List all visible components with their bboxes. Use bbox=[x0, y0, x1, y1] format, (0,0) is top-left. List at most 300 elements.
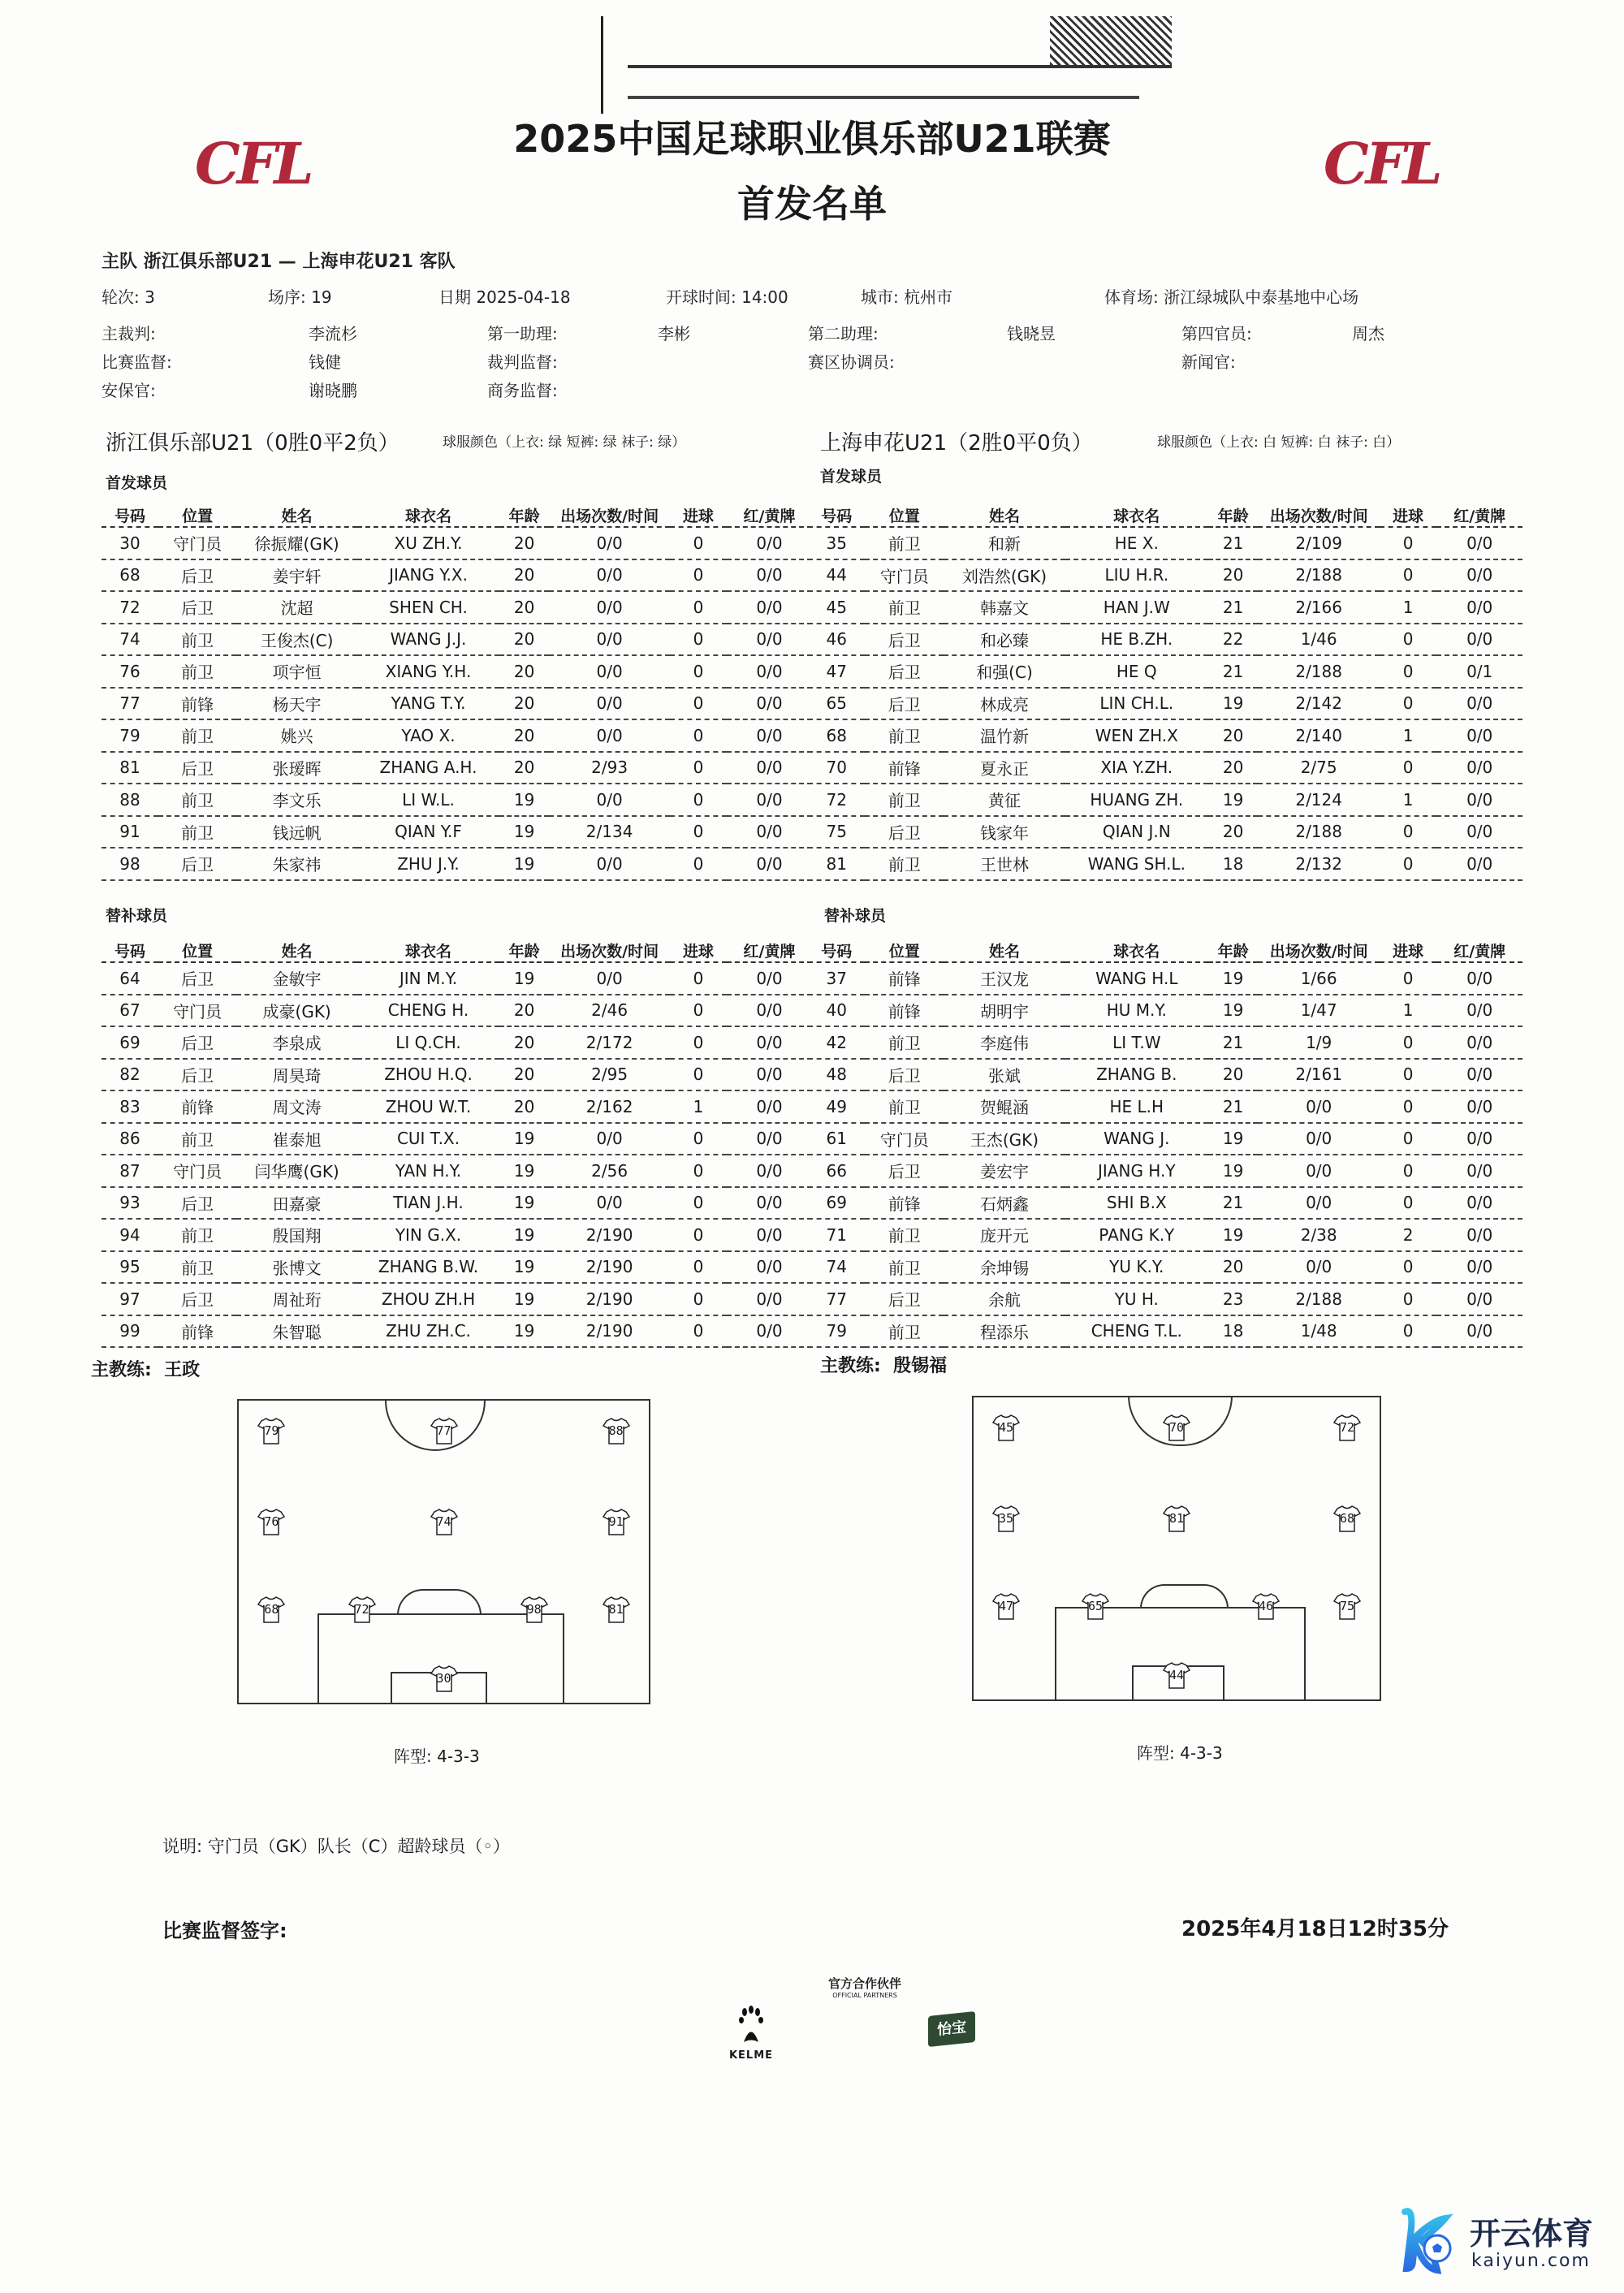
table-row bbox=[102, 962, 812, 995]
cards: 0/0 bbox=[727, 1283, 812, 1315]
position: 后卫 bbox=[158, 559, 236, 592]
shirt-number: 76 bbox=[102, 655, 158, 688]
shirt-name: YU H. bbox=[1065, 1283, 1208, 1315]
player-name: 金敏宇 bbox=[236, 962, 357, 995]
table-row bbox=[102, 752, 812, 784]
player-name: 姚兴 bbox=[236, 719, 357, 752]
appearances: 0/0 bbox=[549, 962, 670, 995]
cards: 0/0 bbox=[727, 688, 812, 720]
official-value: 周杰 bbox=[1352, 324, 1384, 343]
table-row bbox=[808, 1059, 1522, 1091]
player-shirt bbox=[1251, 1591, 1281, 1621]
away-kit-colors: 球服颜色（上衣: 白 短裤: 白 袜子: 白） bbox=[1157, 434, 1401, 451]
cards: 0/0 bbox=[1436, 1090, 1522, 1123]
column-header: 位置 bbox=[865, 497, 944, 527]
cards: 0/0 bbox=[727, 559, 812, 592]
player-name: 朱智聪 bbox=[236, 1315, 357, 1348]
shirt-name: WEN ZH.X bbox=[1065, 719, 1208, 752]
player-name: 姜宇轩 bbox=[236, 559, 357, 592]
match-no: 场序: 19 bbox=[268, 287, 332, 307]
position: 前卫 bbox=[158, 719, 236, 752]
appearances: 0/0 bbox=[1258, 1155, 1380, 1187]
official-value: 谢晓鹏 bbox=[309, 381, 357, 400]
shirt-name: HE Q bbox=[1065, 655, 1208, 688]
table-row bbox=[102, 527, 812, 559]
shirt-number: 91 bbox=[102, 816, 158, 849]
shirt-number: 72 bbox=[354, 1601, 369, 1617]
age: 20 bbox=[1208, 752, 1259, 784]
player-name: 杨天宇 bbox=[236, 688, 357, 720]
player-name: 王俊杰(C) bbox=[236, 624, 357, 656]
age: 20 bbox=[499, 688, 549, 720]
player-name: 余坤锡 bbox=[944, 1251, 1065, 1284]
player-name: 李文乐 bbox=[236, 784, 357, 816]
official-value: 钱晓昱 bbox=[1007, 324, 1056, 343]
shirt-number: 75 bbox=[808, 816, 865, 849]
appearances: 2/188 bbox=[1258, 816, 1380, 849]
appearances: 2/190 bbox=[549, 1315, 670, 1348]
column-header: 球衣名 bbox=[1065, 932, 1208, 962]
cards: 0/0 bbox=[727, 995, 812, 1027]
position: 前卫 bbox=[865, 784, 944, 816]
position: 前锋 bbox=[865, 752, 944, 784]
goals: 0 bbox=[670, 1283, 727, 1315]
player-name: 钱家年 bbox=[944, 816, 1065, 849]
shirt-number: 87 bbox=[102, 1155, 158, 1187]
player-shirt bbox=[1332, 1413, 1362, 1442]
appearances: 0/0 bbox=[549, 784, 670, 816]
shirt-name: YAO X. bbox=[357, 719, 499, 752]
goals: 0 bbox=[670, 1315, 727, 1348]
appearances: 0/0 bbox=[549, 591, 670, 624]
age: 19 bbox=[1208, 962, 1259, 995]
player-name: 李庭伟 bbox=[944, 1026, 1065, 1059]
official-label: 比赛监督: bbox=[102, 352, 172, 372]
away-formation-label: 阵型: 4-3-3 bbox=[1137, 1743, 1223, 1763]
player-name: 和新 bbox=[944, 527, 1065, 559]
table-row bbox=[808, 1219, 1522, 1251]
appearances: 0/0 bbox=[549, 688, 670, 720]
table-row bbox=[808, 719, 1522, 752]
shirt-name: HU M.Y. bbox=[1065, 995, 1208, 1027]
cards: 0/0 bbox=[727, 1090, 812, 1123]
goals: 1 bbox=[1380, 719, 1436, 752]
table-header-row bbox=[808, 497, 1522, 527]
shirt-number: 65 bbox=[808, 688, 865, 720]
appearances: 0/0 bbox=[549, 719, 670, 752]
position: 前卫 bbox=[865, 1090, 944, 1123]
cards: 0/0 bbox=[1436, 1026, 1522, 1059]
shirt-number: 61 bbox=[808, 1123, 865, 1155]
player-name: 闫华鹰(GK) bbox=[236, 1155, 357, 1187]
goals: 0 bbox=[1380, 1283, 1436, 1315]
shirt-name: YANG T.Y. bbox=[357, 688, 499, 720]
player-name: 张博文 bbox=[236, 1251, 357, 1284]
table-row bbox=[808, 559, 1522, 592]
age: 20 bbox=[499, 655, 549, 688]
table-row bbox=[102, 1059, 812, 1091]
appearances: 0/0 bbox=[549, 559, 670, 592]
age: 20 bbox=[499, 1026, 549, 1059]
appearances: 1/9 bbox=[1258, 1026, 1380, 1059]
table-row bbox=[102, 591, 812, 624]
shirt-name: LI W.L. bbox=[357, 784, 499, 816]
age: 19 bbox=[1208, 1219, 1259, 1251]
cards: 0/0 bbox=[1436, 752, 1522, 784]
position: 守门员 bbox=[158, 1155, 236, 1187]
position: 前卫 bbox=[158, 624, 236, 656]
player-shirt bbox=[1162, 1504, 1191, 1533]
cards: 0/0 bbox=[1436, 995, 1522, 1027]
cards: 0/0 bbox=[727, 1155, 812, 1187]
shirt-number: 86 bbox=[102, 1123, 158, 1155]
shirt-name: LI Q.CH. bbox=[357, 1026, 499, 1059]
position: 前卫 bbox=[865, 1251, 944, 1284]
paw-icon bbox=[737, 2006, 765, 2046]
column-header: 年龄 bbox=[499, 497, 549, 527]
shirt-number: 76 bbox=[264, 1514, 279, 1529]
column-header: 年龄 bbox=[499, 932, 549, 962]
cards: 0/0 bbox=[727, 1187, 812, 1220]
column-header: 年龄 bbox=[1208, 497, 1259, 527]
age: 19 bbox=[499, 1187, 549, 1220]
appearances: 2/188 bbox=[1258, 1283, 1380, 1315]
age: 20 bbox=[499, 995, 549, 1027]
home-formation-pitch bbox=[237, 1399, 650, 1704]
cards: 0/0 bbox=[727, 962, 812, 995]
player-name: 夏永正 bbox=[944, 752, 1065, 784]
shirt-number: 88 bbox=[608, 1423, 624, 1439]
player-name: 王汉龙 bbox=[944, 962, 1065, 995]
player-name: 张斌 bbox=[944, 1059, 1065, 1091]
age: 20 bbox=[1208, 816, 1259, 849]
column-header: 姓名 bbox=[944, 497, 1065, 527]
player-name: 钱远帆 bbox=[236, 816, 357, 849]
position: 前锋 bbox=[158, 1315, 236, 1348]
column-header: 出场次数/时间 bbox=[1258, 932, 1380, 962]
shirt-number: 47 bbox=[998, 1598, 1014, 1613]
cards: 0/1 bbox=[1436, 655, 1522, 688]
shirt-number: 81 bbox=[1168, 1510, 1185, 1526]
shirt-name: LIU H.R. bbox=[1065, 559, 1208, 592]
city: 城市: 杭州市 bbox=[861, 287, 953, 307]
goals: 0 bbox=[1380, 1251, 1436, 1284]
column-header: 进球 bbox=[1380, 497, 1436, 527]
goals: 0 bbox=[670, 655, 727, 688]
official-value: 钱健 bbox=[309, 352, 341, 372]
position: 后卫 bbox=[158, 1187, 236, 1220]
appearances: 1/48 bbox=[1258, 1315, 1380, 1348]
table-row bbox=[102, 559, 812, 592]
official-value: 李流杉 bbox=[309, 324, 357, 343]
official-value: 李彬 bbox=[658, 324, 690, 343]
cards: 0/0 bbox=[1436, 1187, 1522, 1220]
player-shirt bbox=[1162, 1660, 1191, 1690]
position: 前卫 bbox=[865, 527, 944, 559]
cards: 0/0 bbox=[1436, 1123, 1522, 1155]
age: 19 bbox=[1208, 688, 1259, 720]
appearances: 0/0 bbox=[549, 527, 670, 559]
shirt-name: QIAN J.N bbox=[1065, 816, 1208, 849]
column-header: 年龄 bbox=[1208, 932, 1259, 962]
age: 21 bbox=[1208, 1090, 1259, 1123]
column-header: 号码 bbox=[102, 932, 158, 962]
player-name: 项宇恒 bbox=[236, 655, 357, 688]
official-label: 第一助理: bbox=[487, 324, 558, 343]
goals: 0 bbox=[670, 719, 727, 752]
age: 19 bbox=[499, 1123, 549, 1155]
shirt-number: 37 bbox=[808, 962, 865, 995]
official-label: 裁判监督: bbox=[487, 352, 558, 372]
cards: 0/0 bbox=[727, 784, 812, 816]
appearances: 2/109 bbox=[1258, 527, 1380, 559]
table-row bbox=[808, 1026, 1522, 1059]
shirt-number: 83 bbox=[102, 1090, 158, 1123]
player-shirt bbox=[257, 1595, 286, 1624]
shirt-number: 79 bbox=[102, 719, 158, 752]
player-shirt bbox=[257, 1507, 286, 1536]
column-header: 号码 bbox=[808, 497, 865, 527]
away-starters-table bbox=[808, 497, 1522, 881]
goals: 1 bbox=[1380, 784, 1436, 816]
player-name: 庞开元 bbox=[944, 1219, 1065, 1251]
position: 前卫 bbox=[158, 1123, 236, 1155]
home-formation-label: 阵型: 4-3-3 bbox=[394, 1747, 480, 1766]
age: 20 bbox=[499, 1059, 549, 1091]
cards: 0/0 bbox=[1436, 1059, 1522, 1091]
appearances: 2/75 bbox=[1258, 752, 1380, 784]
page-title: 2025中国足球职业俱乐部U21联赛 bbox=[513, 117, 1111, 161]
position: 守门员 bbox=[865, 559, 944, 592]
appearances: 0/0 bbox=[1258, 1187, 1380, 1220]
column-header: 号码 bbox=[808, 932, 865, 962]
age: 20 bbox=[1208, 1059, 1259, 1091]
cards: 0/0 bbox=[727, 1026, 812, 1059]
player-name: 林成亮 bbox=[944, 688, 1065, 720]
kelme-logo: KELME bbox=[727, 2006, 775, 2062]
goals: 1 bbox=[1380, 591, 1436, 624]
column-header: 红/黄牌 bbox=[727, 497, 812, 527]
appearances: 0/0 bbox=[1258, 1123, 1380, 1155]
goals: 0 bbox=[670, 1026, 727, 1059]
player-name: 姜宏宇 bbox=[944, 1155, 1065, 1187]
goals: 0 bbox=[1380, 1155, 1436, 1187]
age: 19 bbox=[499, 1315, 549, 1348]
player-name: 程添乐 bbox=[944, 1315, 1065, 1348]
table-header-row bbox=[102, 497, 812, 527]
position: 后卫 bbox=[865, 655, 944, 688]
player-name: 周昊琦 bbox=[236, 1059, 357, 1091]
player-name: 和必臻 bbox=[944, 624, 1065, 656]
age: 19 bbox=[499, 1155, 549, 1187]
age: 19 bbox=[499, 1219, 549, 1251]
position: 守门员 bbox=[158, 995, 236, 1027]
shirt-number: 49 bbox=[808, 1090, 865, 1123]
age: 21 bbox=[1208, 527, 1259, 559]
age: 20 bbox=[499, 719, 549, 752]
position: 前锋 bbox=[865, 995, 944, 1027]
table-row bbox=[102, 995, 812, 1027]
cards: 0/0 bbox=[1436, 784, 1522, 816]
table-row bbox=[102, 1283, 812, 1315]
player-name: 韩嘉文 bbox=[944, 591, 1065, 624]
cards: 0/0 bbox=[1436, 816, 1522, 849]
column-header: 姓名 bbox=[944, 932, 1065, 962]
goals: 0 bbox=[670, 995, 727, 1027]
position: 前卫 bbox=[158, 784, 236, 816]
position: 前卫 bbox=[158, 655, 236, 688]
position: 前卫 bbox=[865, 1219, 944, 1251]
position: 守门员 bbox=[158, 527, 236, 559]
shirt-number: 30 bbox=[436, 1671, 451, 1686]
cards: 0/0 bbox=[727, 624, 812, 656]
signature-timestamp: 2025年4月18日12时35分 bbox=[1181, 1917, 1449, 1941]
shirt-number: 44 bbox=[1168, 1668, 1185, 1683]
shirt-number: 81 bbox=[608, 1601, 624, 1617]
age: 20 bbox=[1208, 719, 1259, 752]
appearances: 2/161 bbox=[1258, 1059, 1380, 1091]
position: 前锋 bbox=[158, 1090, 236, 1123]
table-row bbox=[808, 995, 1522, 1027]
goals: 0 bbox=[1380, 1123, 1436, 1155]
goals: 0 bbox=[1380, 527, 1436, 559]
position: 后卫 bbox=[865, 624, 944, 656]
cards: 0/0 bbox=[727, 752, 812, 784]
shirt-number: 88 bbox=[102, 784, 158, 816]
goals: 0 bbox=[670, 1059, 727, 1091]
age: 19 bbox=[499, 848, 549, 880]
teams-line: 主队 浙江俱乐部U21 — 上海申花U21 客队 bbox=[102, 252, 456, 272]
shirt-number: 74 bbox=[102, 624, 158, 656]
column-header: 红/黄牌 bbox=[727, 932, 812, 962]
age: 19 bbox=[1208, 784, 1259, 816]
goals: 0 bbox=[1380, 816, 1436, 849]
shirt-number: 69 bbox=[102, 1026, 158, 1059]
position: 前卫 bbox=[158, 1219, 236, 1251]
table-row bbox=[808, 816, 1522, 849]
position: 前卫 bbox=[865, 591, 944, 624]
age: 19 bbox=[499, 1251, 549, 1284]
column-header: 号码 bbox=[102, 497, 158, 527]
age: 19 bbox=[499, 816, 549, 849]
table-row bbox=[102, 624, 812, 656]
appearances: 2/93 bbox=[549, 752, 670, 784]
shirt-number: 35 bbox=[808, 527, 865, 559]
appearances: 1/46 bbox=[1258, 624, 1380, 656]
home-kit-colors: 球服颜色（上衣: 绿 短裤: 绿 袜子: 绿） bbox=[443, 434, 686, 451]
shirt-number: 64 bbox=[102, 962, 158, 995]
age: 20 bbox=[1208, 559, 1259, 592]
player-name: 田嘉豪 bbox=[236, 1187, 357, 1220]
shirt-number: 72 bbox=[1339, 1420, 1355, 1436]
cards: 0/0 bbox=[1436, 1219, 1522, 1251]
goals: 0 bbox=[1380, 559, 1436, 592]
goals: 0 bbox=[670, 752, 727, 784]
home-starters-label: 首发球员 bbox=[106, 474, 168, 492]
shirt-number: 93 bbox=[102, 1187, 158, 1220]
position: 后卫 bbox=[865, 688, 944, 720]
appearances: 1/66 bbox=[1258, 962, 1380, 995]
appearances: 2/190 bbox=[549, 1219, 670, 1251]
age: 18 bbox=[1208, 1315, 1259, 1348]
age: 18 bbox=[1208, 848, 1259, 880]
appearances: 2/132 bbox=[1258, 848, 1380, 880]
column-header: 出场次数/时间 bbox=[549, 932, 670, 962]
signature-label: 比赛监督签字: bbox=[162, 1919, 287, 1942]
kickoff-time: 开球时间: 14:00 bbox=[666, 287, 788, 307]
shirt-name: PANG K.Y bbox=[1065, 1219, 1208, 1251]
age: 20 bbox=[499, 1090, 549, 1123]
shirt-number: 98 bbox=[526, 1601, 542, 1617]
shirt-number: 46 bbox=[808, 624, 865, 656]
shirt-name: JIN M.Y. bbox=[357, 962, 499, 995]
shirt-number: 72 bbox=[102, 591, 158, 624]
age: 20 bbox=[499, 752, 549, 784]
home-coach: 主教练: 王政 bbox=[91, 1360, 201, 1380]
column-header: 进球 bbox=[1380, 932, 1436, 962]
shirt-number: 74 bbox=[808, 1251, 865, 1284]
cards: 0/0 bbox=[727, 1315, 812, 1348]
cards: 0/0 bbox=[1436, 688, 1522, 720]
table-row bbox=[808, 1315, 1522, 1348]
round: 轮次: 3 bbox=[102, 287, 155, 307]
cards: 0/0 bbox=[1436, 624, 1522, 656]
player-name: 温竹新 bbox=[944, 719, 1065, 752]
table-row bbox=[102, 719, 812, 752]
shirt-name: ZHOU W.T. bbox=[357, 1090, 499, 1123]
appearances: 0/0 bbox=[549, 1123, 670, 1155]
shirt-name: LIN CH.L. bbox=[1065, 688, 1208, 720]
table-row bbox=[102, 848, 812, 880]
player-name: 成豪(GK) bbox=[236, 995, 357, 1027]
column-header: 位置 bbox=[865, 932, 944, 962]
shirt-name: YU K.Y. bbox=[1065, 1251, 1208, 1284]
goals: 0 bbox=[670, 591, 727, 624]
away-formation-pitch bbox=[972, 1396, 1381, 1701]
shirt-name: CHENG T.L. bbox=[1065, 1315, 1208, 1348]
table-header-row bbox=[102, 932, 812, 962]
player-name: 胡明宇 bbox=[944, 995, 1065, 1027]
goals: 0 bbox=[1380, 688, 1436, 720]
player-shirt bbox=[1081, 1591, 1110, 1621]
shirt-number: 74 bbox=[436, 1514, 451, 1529]
shirt-name: ZHANG B. bbox=[1065, 1059, 1208, 1091]
player-name: 石炳鑫 bbox=[944, 1187, 1065, 1220]
shirt-number: 48 bbox=[808, 1059, 865, 1091]
table-row bbox=[102, 1090, 812, 1123]
shirt-number: 35 bbox=[998, 1510, 1014, 1526]
table-row bbox=[102, 1315, 812, 1348]
table-row bbox=[102, 784, 812, 816]
position: 前卫 bbox=[865, 719, 944, 752]
player-name: 朱家祎 bbox=[236, 848, 357, 880]
goals: 0 bbox=[670, 1219, 727, 1251]
position: 后卫 bbox=[865, 1155, 944, 1187]
shirt-number: 68 bbox=[264, 1601, 279, 1617]
player-name: 黄征 bbox=[944, 784, 1065, 816]
shirt-name: ZHU ZH.C. bbox=[357, 1315, 499, 1348]
cards: 0/0 bbox=[727, 527, 812, 559]
cards: 0/0 bbox=[1436, 1315, 1522, 1348]
shirt-name: XIA Y.ZH. bbox=[1065, 752, 1208, 784]
shirt-number: 77 bbox=[436, 1423, 451, 1439]
table-row bbox=[808, 1090, 1522, 1123]
shirt-name: YIN G.X. bbox=[357, 1219, 499, 1251]
age: 21 bbox=[1208, 1187, 1259, 1220]
cards: 0/0 bbox=[1436, 591, 1522, 624]
yibao-logo: 怡宝 bbox=[928, 2011, 975, 2047]
position: 后卫 bbox=[158, 1283, 236, 1315]
